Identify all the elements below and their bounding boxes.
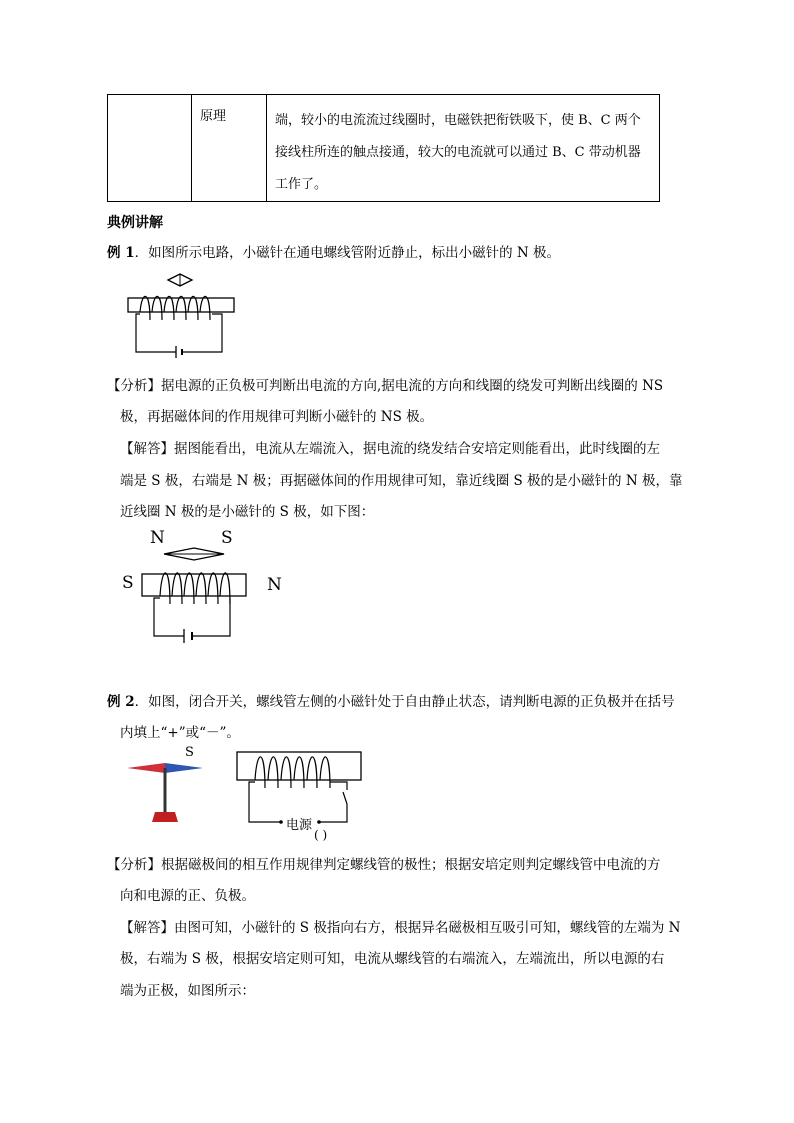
example-2-analysis-line-1: 【分析】根据磁极间的相互作用规律判定螺线管的极性；根据安培定则判定螺线管中电流的方 bbox=[107, 857, 661, 873]
example-1-answer-line-1: 【解答】据图能看出，电流从左端流入，据电流的绕发结合安培定则能看出，此时线圈的左 bbox=[120, 441, 660, 457]
example-1-answer-figure bbox=[138, 544, 258, 644]
figure-label-s-left: S bbox=[122, 573, 134, 593]
example-2-answer-line-3: 端为正极，如图所示： bbox=[120, 983, 255, 999]
figure-label-n-top: N bbox=[150, 528, 165, 548]
switch bbox=[343, 792, 347, 804]
example-1-question-text: ．如图所示电路，小磁针在通电螺线管附近静止，标出小磁针的 N 极。 bbox=[134, 245, 560, 261]
example-1-label: 例 1 bbox=[107, 245, 135, 261]
example-1-question bbox=[107, 241, 560, 261]
example-1-answer-line-2: 端是 S 极，右端是 N 极；再据磁体间的作用规律可知，靠近线圈 S 极的是小磁针的 N 极，靠 bbox=[120, 473, 683, 489]
example-2-answer-line-2: 极，右端为 S 极，根据安培定则可知，电流从螺线管的右端流入，左端流出，所以电源的右 bbox=[120, 951, 665, 967]
solenoid-coil-answer bbox=[160, 573, 230, 604]
table-label-cell: 原理 bbox=[192, 95, 267, 202]
example-2-answer-line-1: 【解答】由图可知，小磁针的 S 极指向右方，根据异名磁极相互吸引可知，螺线管的左端为 N bbox=[120, 920, 681, 936]
example-2-question-line-2: 内填上“+”或“－”。 bbox=[120, 725, 240, 741]
solenoid-coil-1 bbox=[140, 296, 210, 320]
example-1-figure bbox=[120, 270, 250, 360]
table-empty-cell bbox=[108, 95, 192, 202]
example-1-analysis-line-1: 【分析】据电源的正负极可判断出电流的方向,据电流的方向和线圈的绕发可判断出线圈的 NS bbox=[107, 378, 664, 394]
example-2-analysis-line-2: 向和电源的正、负极。 bbox=[120, 888, 255, 904]
example-2-question-line-1 bbox=[107, 690, 675, 710]
compass-needle-red-half bbox=[127, 763, 165, 773]
solenoid-core-1 bbox=[128, 298, 234, 312]
needle-label-s: S bbox=[185, 745, 194, 760]
figure-label-s-top: S bbox=[221, 528, 233, 548]
principle-table bbox=[107, 94, 660, 202]
section-title: 典例讲解 bbox=[107, 215, 163, 231]
example-1-answer-line-3: 近线圈 N 极的是小磁针的 S 极，如下图： bbox=[120, 504, 375, 520]
example-2-label: 例 2 bbox=[107, 694, 135, 710]
example-2-figure bbox=[125, 742, 370, 842]
compass-needle-blue-half bbox=[165, 763, 203, 773]
power-source-label: 电源 bbox=[286, 818, 313, 833]
polarity-blank: ( ) bbox=[314, 828, 328, 842]
table-text-cell: 端，较小的电流流过线圈时，电磁铁把衔铁吸下，使 B、C 两个接线柱所连的触点接通，较大的电流就可以通过 B、C 带动机器工作了。 bbox=[267, 95, 660, 202]
compass-base bbox=[152, 812, 178, 822]
solenoid-coil-2 bbox=[255, 757, 330, 788]
figure-label-n-right: N bbox=[267, 575, 282, 595]
example-1-analysis-line-2: 极，再据磁体间的作用规律可判断小磁针的 NS 极。 bbox=[120, 409, 434, 425]
example-2-question-text: ．如图，闭合开关，螺线管左侧的小磁针处于自由静止状态，请判断电源的正负极并在括号 bbox=[134, 694, 675, 710]
